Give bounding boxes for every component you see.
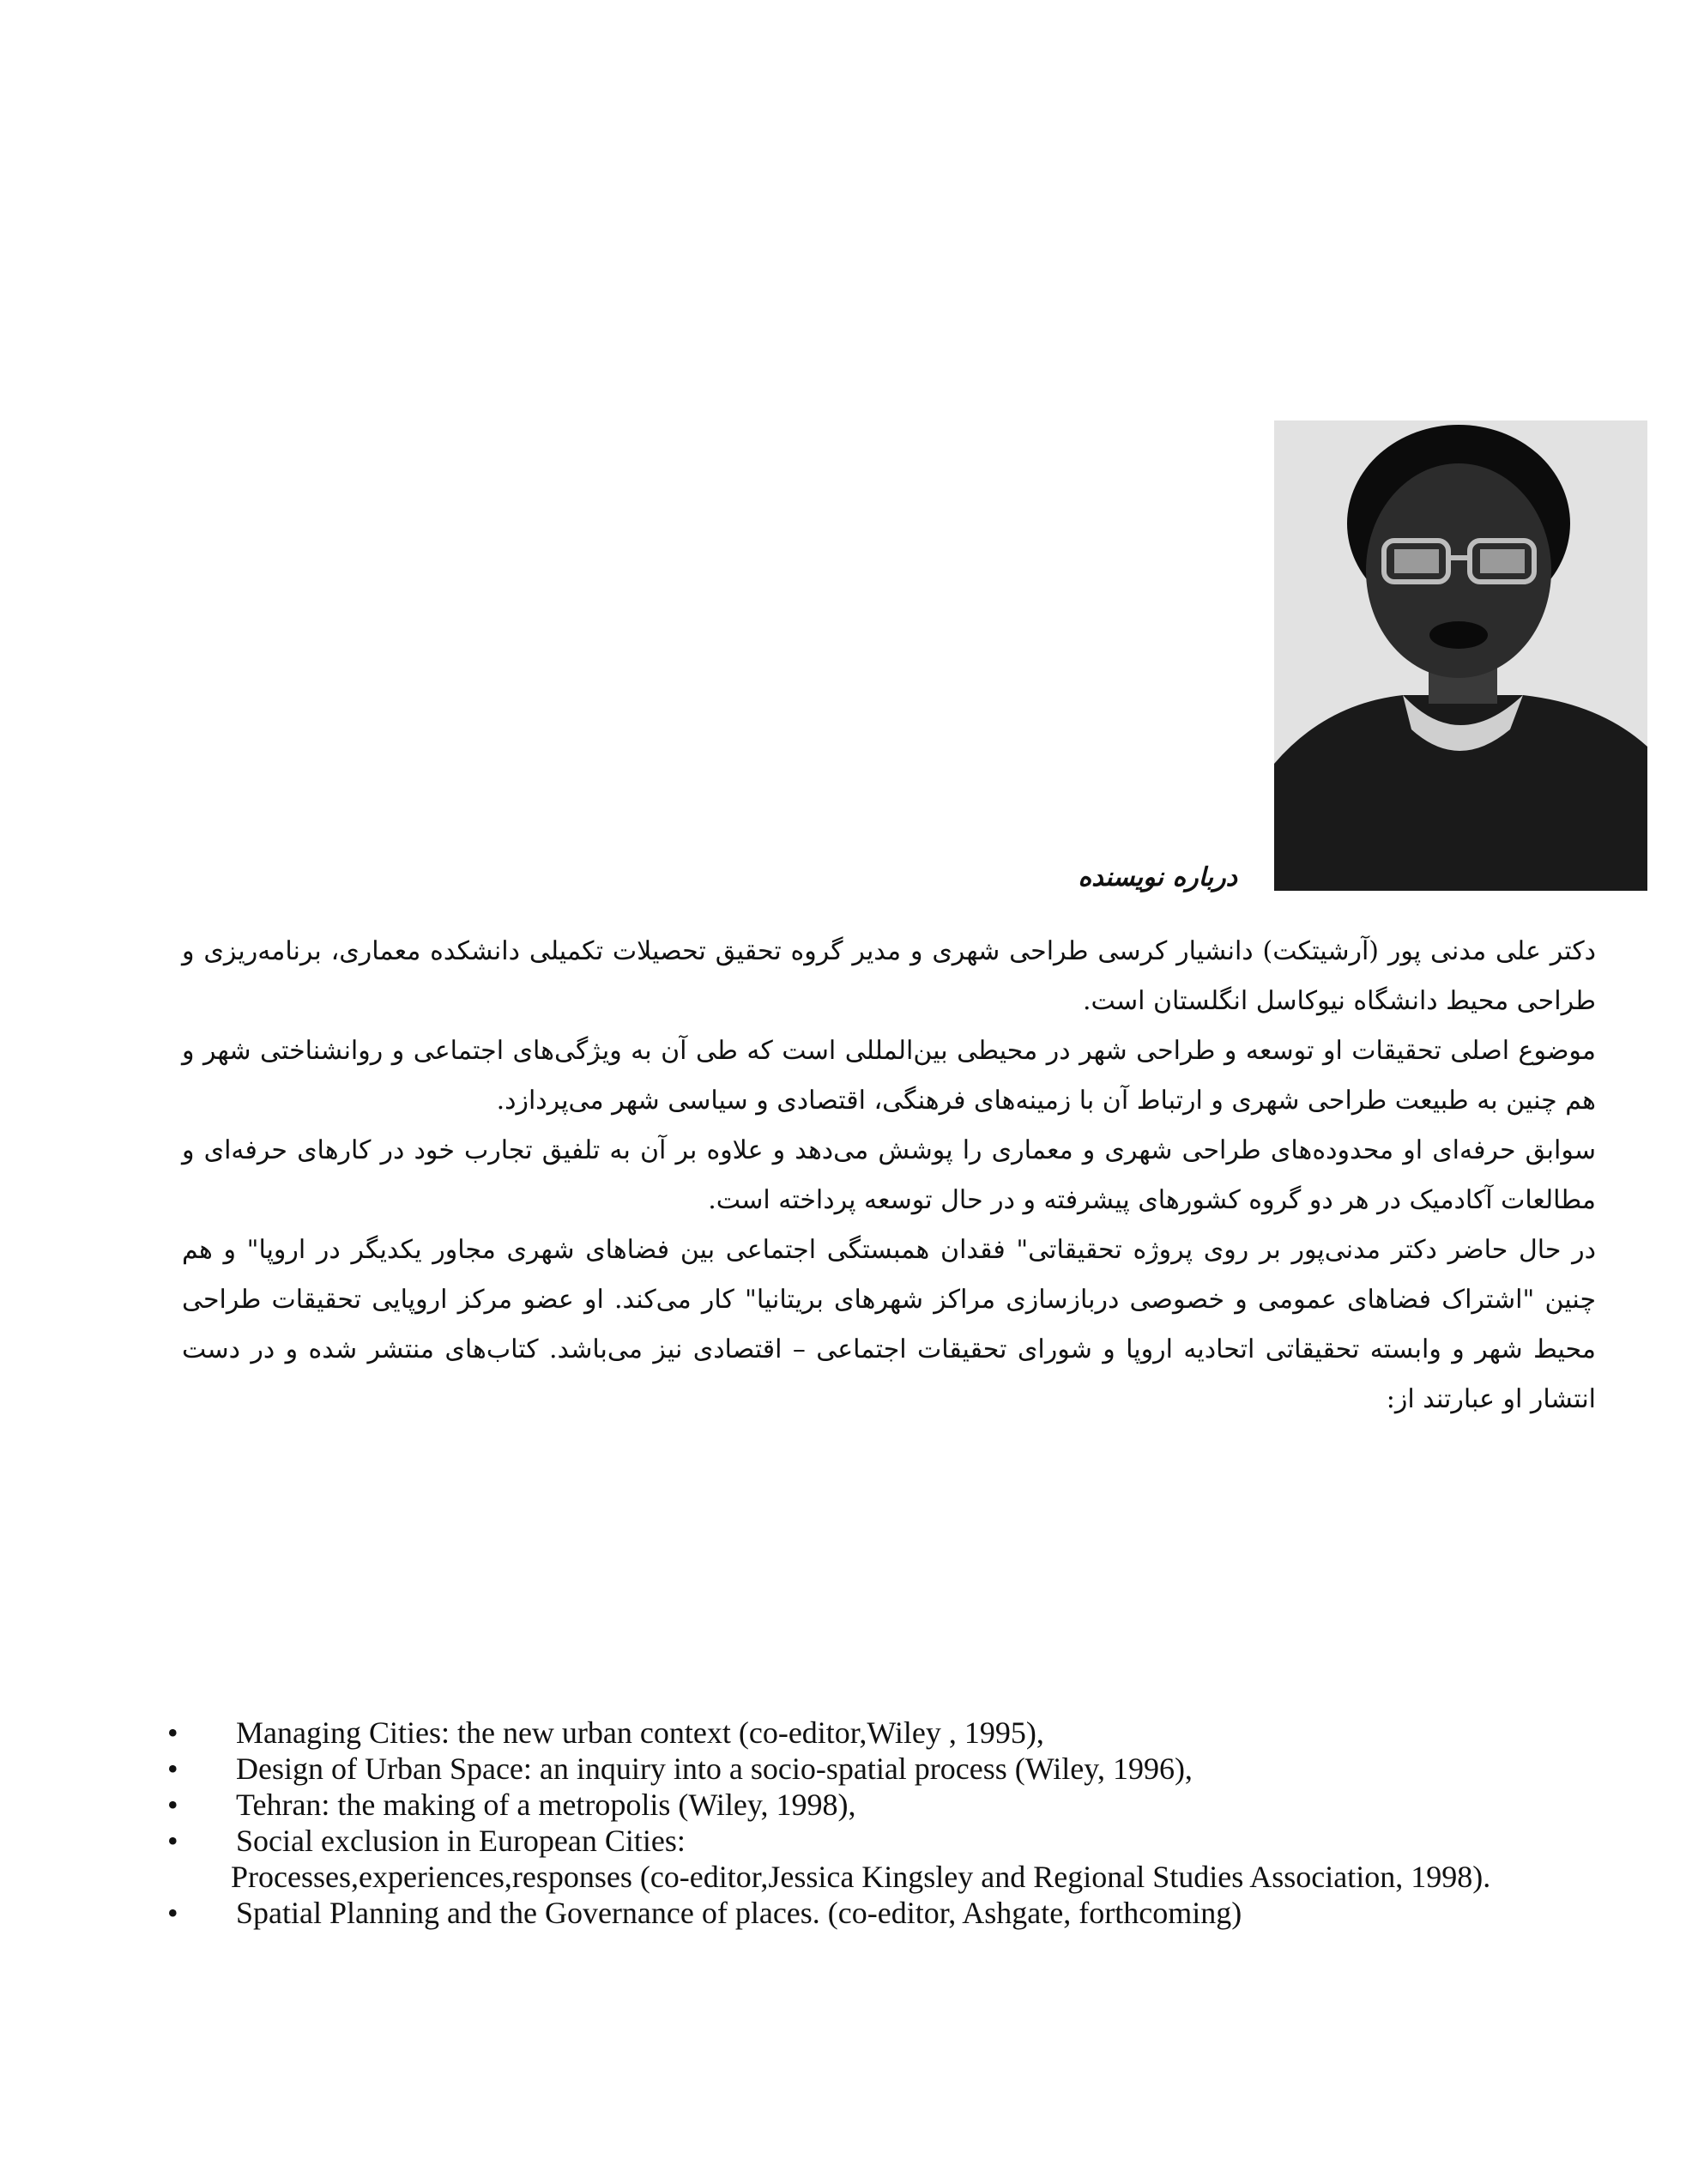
bio-paragraph: سوابق حرفه‌ای او محدوده‌های طراحی شهری و معماری را پوشش می‌دهد و علاوه بر آن به تلفیق تجارب خود در کارهای حرفه‌ای و مطالعات آکادمیک در هر دو گروه کشورهای پیشرفته و در حال توسعه پرداخته است.: [182, 1135, 1596, 1215]
book-title: Social exclusion in European Cities:: [236, 1824, 686, 1858]
books-list: [167, 1715, 1643, 1931]
book-item: [167, 1715, 1643, 1751]
bio-paragraph: در حال حاضر دکتر مدنی‌پور بر روی پروژه تحقیقاتی" فقدان همبستگی اجتماعی بین فضاهای شهری مجاور یکدیگر در اروپا" و هم چنین "اشتراک فضاهای عمومی و خصوصی دربازسازی مراکز شهرهای بریتانیا" کار می‌کند. او عضو مرکز اروپایی تحقیقات طراحی محیط شهر و وابسته تحقیقاتی اتحادیه اروپا و شورای تحقیقات اجتماعی – اقتصادی نیز می‌باشد. کتاب‌های منتشر شده و در دست انتشار او عبارتند از:: [182, 1235, 1596, 1414]
author-bio: [182, 927, 1596, 1425]
book-title: Tehran: the making of a metropolis (Wiley, 1998),: [236, 1788, 856, 1822]
book-title: Spatial Planning and the Governance of places. (co-editor, Ashgate, forthcoming): [236, 1896, 1242, 1930]
author-portrait: [1274, 420, 1647, 891]
bio-paragraph: دکتر علی مدنی پور (آرشیتکت) دانشیار کرسی طراحی شهری و مدیر گروه تحقیق تحصیلات تکمیلی دانشکده معماری، برنامه‌ریزی و طراحی محیط دانشگاه نیوکاسل انگلستان است.: [182, 936, 1596, 1016]
bio-paragraph: موضوع اصلی تحقیقات او توسعه و طراحی شهر در محیطی بین‌المللی است که طی آن به ویژگی‌های اجتماعی و روانشناختی شهر و هم چنین به طبیعت طراحی شهری و ارتباط آن با زمینه‌های فرهنگی، اقتصادی و سیاسی شهر می‌پردازد.: [182, 1036, 1596, 1116]
book-item: [167, 1787, 1643, 1823]
book-item: [167, 1895, 1643, 1931]
book-title: Managing Cities: the new urban context (co-editor,Wiley , 1995),: [236, 1715, 1044, 1750]
author-photo: [1274, 420, 1647, 891]
book-item: [167, 1823, 1643, 1895]
book-title: Design of Urban Space: an inquiry into a socio-spatial process (Wiley, 1996),: [236, 1751, 1193, 1786]
about-author-heading: درباره نویسنده: [1078, 862, 1237, 892]
book-item: [167, 1751, 1643, 1787]
book-subtitle: Processes,experiences,responses (co-editor,Jessica Kingsley and Regional Studies Association, 1998).: [231, 1860, 1491, 1894]
